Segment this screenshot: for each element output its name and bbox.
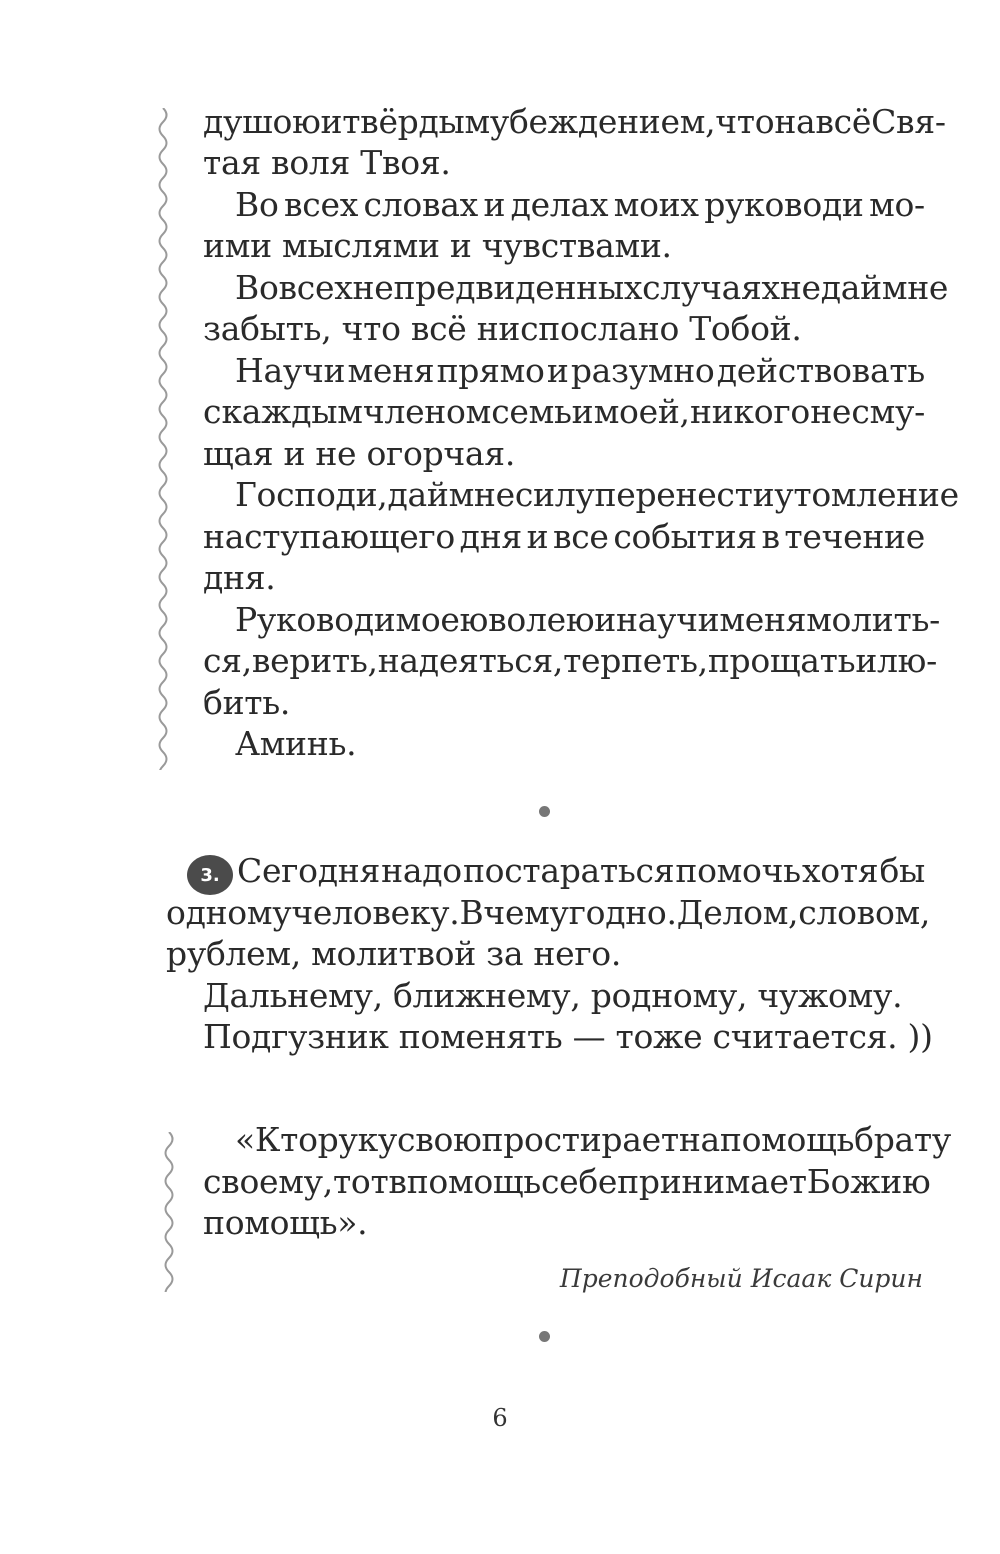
word: случаях <box>642 268 780 307</box>
entry-line: Дальнему, ближнему, родному, чужому. <box>203 976 903 1015</box>
word: верить, <box>251 641 378 680</box>
prayer-line <box>235 474 959 515</box>
section-divider-dot <box>539 806 550 817</box>
word: на <box>678 1120 720 1159</box>
word: меня <box>347 351 435 390</box>
wavy-rule-quote <box>158 1132 180 1292</box>
word: в <box>388 1162 407 1201</box>
quote-line <box>235 1119 951 1160</box>
word: разумно <box>570 351 715 390</box>
prayer-line: ими мыслями и чувствами. <box>203 226 672 265</box>
prayer-line: тая воля Твоя. <box>203 143 451 182</box>
section-divider-dot <box>539 1331 550 1342</box>
word: надо <box>381 851 462 890</box>
entry-line: Подгузник поменять — тоже считается. )) <box>203 1017 933 1056</box>
word: руководи <box>704 185 864 224</box>
word: брату <box>854 1120 951 1159</box>
wavy-rule-top <box>152 108 174 770</box>
word: лю- <box>877 641 937 680</box>
word: Руководи <box>235 600 396 639</box>
word: и <box>320 102 343 141</box>
word: угодно. <box>549 893 677 932</box>
entry-line <box>166 892 931 933</box>
word: себе <box>540 1162 618 1201</box>
word: и <box>526 517 549 556</box>
word: сму- <box>851 392 925 431</box>
prayer-line <box>235 599 940 640</box>
word: Господи, <box>235 475 388 514</box>
prayer-line: забыть, что всё ниспослано Тобой. <box>203 309 802 348</box>
word: меня <box>719 600 807 639</box>
word: убеждением, <box>489 102 716 141</box>
word: одному <box>166 893 292 932</box>
word: человеку. <box>291 893 460 932</box>
word: молить- <box>806 600 940 639</box>
word: ся, <box>203 641 252 680</box>
word: Свя- <box>871 102 946 141</box>
word: руку <box>317 1120 398 1159</box>
entry-line: рублем, молитвой за него. <box>166 934 622 973</box>
word: никого <box>690 392 810 431</box>
word: словом, <box>798 893 931 932</box>
word: делах <box>510 185 609 224</box>
quote-line <box>203 1161 931 1202</box>
word: не <box>779 268 821 307</box>
page-number: 6 <box>492 1404 508 1432</box>
word: всех <box>278 268 353 307</box>
word: что <box>715 102 775 141</box>
word: утомление <box>774 475 959 514</box>
word: перенести <box>594 475 775 514</box>
prayer-line: дня. <box>203 558 276 597</box>
word: действовать <box>716 351 925 390</box>
prayer-line: щая и не огорчая. <box>203 434 516 473</box>
word: помощь <box>406 1162 541 1201</box>
word: Делом, <box>676 893 799 932</box>
word: помощь <box>719 1120 855 1159</box>
word: Во <box>235 185 279 224</box>
word: прощать <box>707 641 856 680</box>
word: в <box>761 517 780 556</box>
word: терпеть, <box>563 641 708 680</box>
word: наступающего <box>203 517 455 556</box>
word: события <box>613 517 757 556</box>
word: научи <box>615 600 720 639</box>
word: мне <box>448 475 515 514</box>
word: надеяться, <box>377 641 564 680</box>
prayer-line <box>235 184 925 225</box>
word: всех <box>284 185 359 224</box>
word: тот <box>332 1162 389 1201</box>
word: твёрдым <box>342 102 490 141</box>
word: каждым <box>221 392 363 431</box>
word: моею <box>395 600 489 639</box>
word: семьи <box>491 392 594 431</box>
word: Научи <box>235 351 346 390</box>
word: и <box>483 185 506 224</box>
prayer-line <box>203 101 946 142</box>
word: принимает <box>617 1162 807 1201</box>
word: и <box>855 641 878 680</box>
word: волею <box>488 600 595 639</box>
word: Во <box>235 268 279 307</box>
word: всё <box>815 102 872 141</box>
word: хотя <box>801 851 879 890</box>
word: силу <box>514 475 595 514</box>
word: и <box>594 600 616 639</box>
word: Сегодня <box>237 851 380 890</box>
word: мо- <box>869 185 925 224</box>
prayer-line <box>203 516 925 557</box>
prayer-line <box>235 350 925 391</box>
word: с <box>203 392 222 431</box>
word: все <box>552 517 609 556</box>
word: помочь <box>675 851 801 890</box>
word: не <box>810 392 852 431</box>
word: моих <box>613 185 699 224</box>
prayer-line <box>235 267 949 308</box>
word: членом <box>362 392 491 431</box>
word: бы <box>879 851 925 890</box>
word: словах <box>363 185 478 224</box>
word: Божию <box>806 1162 931 1201</box>
prayer-line <box>203 391 925 432</box>
word: на <box>774 102 816 141</box>
word: моей, <box>593 392 690 431</box>
word: дай <box>820 268 882 307</box>
prayer-line: бить. <box>203 683 291 722</box>
prayer-line <box>203 640 937 681</box>
quote-line: помощь». <box>203 1203 368 1242</box>
word: прямо <box>436 351 545 390</box>
word: дня <box>459 517 522 556</box>
word: и <box>546 351 569 390</box>
word: чем <box>483 893 550 932</box>
prayer-line: Аминь. <box>235 724 357 763</box>
quote-attribution: Преподобный Исаак Сирин <box>559 1264 923 1293</box>
entry-line <box>237 850 925 891</box>
word: мне <box>881 268 949 307</box>
word: своему, <box>203 1162 333 1201</box>
word: дай <box>387 475 449 514</box>
word: душою <box>203 102 321 141</box>
entry-number-badge: 3. <box>187 855 233 895</box>
word: В <box>459 893 484 932</box>
word: течение <box>784 517 925 556</box>
word: простирает <box>481 1120 679 1159</box>
word: постараться <box>462 851 675 890</box>
word: свою <box>397 1120 482 1159</box>
word: «Кто <box>235 1120 318 1159</box>
word: непредвиденных <box>352 268 643 307</box>
